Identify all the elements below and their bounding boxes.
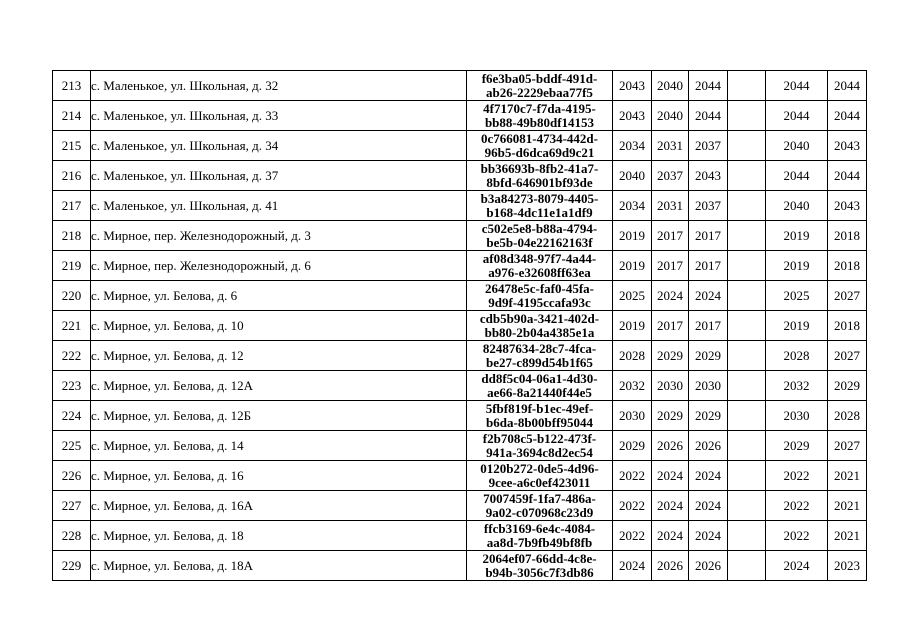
year-cell-3: 2017: [689, 251, 728, 281]
empty-cell: [728, 551, 766, 581]
guid-cell: [467, 551, 613, 581]
year-cell-1: 2025: [613, 281, 652, 311]
year-cell-3: 2029: [689, 401, 728, 431]
housing-register-table: [52, 70, 867, 581]
year-cell-1: 2043: [613, 101, 652, 131]
year-cell-3: 2024: [689, 461, 728, 491]
row-number-cell: 223: [53, 371, 91, 401]
empty-cell: [728, 491, 766, 521]
year-cell-5: 2027: [828, 431, 867, 461]
row-number-cell: 221: [53, 311, 91, 341]
year-cell-4: 2044: [766, 161, 828, 191]
table-row: [53, 101, 867, 131]
year-cell-1: 2043: [613, 71, 652, 101]
year-cell-3: 2026: [689, 551, 728, 581]
year-cell-2: 2029: [652, 401, 689, 431]
guid-cell: [467, 461, 613, 491]
empty-cell: [728, 281, 766, 311]
year-cell-2: 2040: [652, 101, 689, 131]
empty-cell: [728, 131, 766, 161]
table-row: [53, 131, 867, 161]
guid-cell: [467, 71, 613, 101]
year-cell-3: 2037: [689, 131, 728, 161]
year-cell-4: 2019: [766, 251, 828, 281]
row-number-cell: 222: [53, 341, 91, 371]
guid-line-2: 9d9f-4195ccafa93c: [488, 294, 591, 310]
row-number-cell: 226: [53, 461, 91, 491]
guid-line-2: a976-e32608ff63ea: [488, 264, 591, 280]
guid-line-2: 9a02-c070968c23d9: [485, 504, 594, 520]
guid-line-2: bb88-49b80df14153: [484, 114, 595, 130]
empty-cell: [728, 101, 766, 131]
year-cell-2: 2024: [652, 281, 689, 311]
address-cell: с. Мирное, ул. Белова, д. 16: [91, 461, 467, 491]
year-cell-2: 2040: [652, 71, 689, 101]
year-cell-4: 2040: [766, 131, 828, 161]
address-cell: с. Мирное, пер. Железнодорожный, д. 3: [91, 221, 467, 251]
year-cell-5: 2044: [828, 101, 867, 131]
row-number-cell: 213: [53, 71, 91, 101]
guid-cell: [467, 311, 613, 341]
year-cell-2: 2017: [652, 251, 689, 281]
table-row: [53, 461, 867, 491]
empty-cell: [728, 401, 766, 431]
year-cell-4: 2030: [766, 401, 828, 431]
row-number-cell: 216: [53, 161, 91, 191]
address-cell: с. Мирное, ул. Белова, д. 6: [91, 281, 467, 311]
table-row: [53, 221, 867, 251]
year-cell-5: 2018: [828, 221, 867, 251]
address-cell: с. Маленькое, ул. Школьная, д. 37: [91, 161, 467, 191]
address-cell: с. Мирное, ул. Белова, д. 16А: [91, 491, 467, 521]
year-cell-5: 2021: [828, 521, 867, 551]
guid-line-1: 0c766081-4734-442d-: [481, 130, 598, 146]
address-cell: с. Мирное, ул. Белова, д. 12: [91, 341, 467, 371]
year-cell-1: 2022: [613, 491, 652, 521]
year-cell-4: 2019: [766, 221, 828, 251]
table-row: [53, 491, 867, 521]
guid-line-2: 8bfd-646901bf93de: [486, 174, 593, 190]
guid-cell: [467, 131, 613, 161]
table-body: [53, 71, 867, 581]
year-cell-3: 2030: [689, 371, 728, 401]
guid-cell: [467, 191, 613, 221]
year-cell-1: 2022: [613, 461, 652, 491]
guid-line-1: 4f7170c7-f7da-4195-: [483, 100, 596, 116]
address-cell: с. Мирное, ул. Белова, д. 18: [91, 521, 467, 551]
year-cell-2: 2017: [652, 311, 689, 341]
year-cell-5: 2027: [828, 281, 867, 311]
table-row: [53, 311, 867, 341]
year-cell-4: 2022: [766, 491, 828, 521]
year-cell-2: 2031: [652, 191, 689, 221]
address-cell: с. Маленькое, ул. Школьная, д. 33: [91, 101, 467, 131]
year-cell-3: 2024: [689, 521, 728, 551]
year-cell-3: 2017: [689, 221, 728, 251]
year-cell-1: 2022: [613, 521, 652, 551]
row-number-cell: 229: [53, 551, 91, 581]
guid-line-1: 7007459f-1fa7-486a-: [483, 490, 596, 506]
table-row: [53, 191, 867, 221]
year-cell-5: 2044: [828, 161, 867, 191]
row-number-cell: 224: [53, 401, 91, 431]
guid-line-1: dd8f5c04-06a1-4d30-: [481, 370, 598, 386]
year-cell-1: 2019: [613, 221, 652, 251]
address-cell: с. Мирное, ул. Белова, д. 14: [91, 431, 467, 461]
year-cell-4: 2025: [766, 281, 828, 311]
empty-cell: [728, 251, 766, 281]
guid-line-2: 941a-3694c8d2ec54: [486, 444, 593, 460]
address-cell: с. Маленькое, ул. Школьная, д. 34: [91, 131, 467, 161]
year-cell-1: 2019: [613, 251, 652, 281]
year-cell-2: 2031: [652, 131, 689, 161]
guid-cell: [467, 371, 613, 401]
table-row: [53, 341, 867, 371]
year-cell-5: 2021: [828, 461, 867, 491]
year-cell-5: 2027: [828, 341, 867, 371]
year-cell-3: 2043: [689, 161, 728, 191]
guid-line-2: be27-c899d54b1f65: [486, 354, 593, 370]
year-cell-3: 2044: [689, 101, 728, 131]
guid-line-2: ab26-2229ebaa77f5: [486, 84, 593, 100]
year-cell-1: 2024: [613, 551, 652, 581]
year-cell-2: 2024: [652, 461, 689, 491]
guid-line-1: b3a84273-8079-4405-: [480, 190, 599, 206]
address-cell: с. Маленькое, ул. Школьная, д. 41: [91, 191, 467, 221]
guid-line-1: 2064ef07-66dd-4c8e-: [482, 550, 597, 566]
year-cell-2: 2037: [652, 161, 689, 191]
year-cell-2: 2017: [652, 221, 689, 251]
year-cell-1: 2034: [613, 131, 652, 161]
empty-cell: [728, 71, 766, 101]
year-cell-3: 2029: [689, 341, 728, 371]
guid-line-1: 0120b272-0de5-4d96-: [480, 460, 599, 476]
empty-cell: [728, 461, 766, 491]
guid-line-2: aa8d-7b9fb49bf8fb: [486, 534, 593, 550]
guid-line-1: 26478e5c-faf0-45fa-: [484, 280, 594, 296]
year-cell-4: 2032: [766, 371, 828, 401]
guid-line-2: b6da-8b00bff95044: [486, 414, 593, 430]
year-cell-3: 2026: [689, 431, 728, 461]
year-cell-5: 2044: [828, 71, 867, 101]
guid-line-1: cdb5b90a-3421-402d-: [479, 310, 600, 326]
empty-cell: [728, 311, 766, 341]
year-cell-5: 2018: [828, 311, 867, 341]
year-cell-5: 2028: [828, 401, 867, 431]
table-row: [53, 251, 867, 281]
year-cell-4: 2022: [766, 461, 828, 491]
guid-line-1: af08d348-97f7-4a44-: [482, 250, 597, 266]
table-row: [53, 281, 867, 311]
address-cell: с. Мирное, ул. Белова, д. 18А: [91, 551, 467, 581]
year-cell-2: 2029: [652, 341, 689, 371]
year-cell-3: 2017: [689, 311, 728, 341]
year-cell-1: 2029: [613, 431, 652, 461]
address-cell: с. Мирное, ул. Белова, д. 10: [91, 311, 467, 341]
row-number-cell: 215: [53, 131, 91, 161]
year-cell-3: 2044: [689, 71, 728, 101]
year-cell-4: 2024: [766, 551, 828, 581]
row-number-cell: 214: [53, 101, 91, 131]
year-cell-1: 2032: [613, 371, 652, 401]
row-number-cell: 219: [53, 251, 91, 281]
guid-line-2: b94b-3056c7f3db86: [485, 564, 594, 580]
guid-cell: [467, 341, 613, 371]
guid-line-2: b168-4dc11e1a1df9: [486, 204, 593, 220]
guid-line-2: bb80-2b04a4385e1a: [484, 324, 595, 340]
guid-line-1: f2b708c5-b122-473f-: [482, 430, 597, 446]
year-cell-5: 2021: [828, 491, 867, 521]
year-cell-4: 2040: [766, 191, 828, 221]
year-cell-5: 2018: [828, 251, 867, 281]
empty-cell: [728, 161, 766, 191]
guid-cell: [467, 281, 613, 311]
year-cell-1: 2040: [613, 161, 652, 191]
guid-line-1: 82487634-28c7-4fca-: [482, 340, 597, 356]
year-cell-4: 2019: [766, 311, 828, 341]
address-cell: с. Мирное, ул. Белова, д. 12Б: [91, 401, 467, 431]
guid-line-2: 9cee-a6c0ef423011: [488, 474, 591, 490]
table-row: [53, 161, 867, 191]
table-row: [53, 371, 867, 401]
empty-cell: [728, 371, 766, 401]
table-row: [53, 521, 867, 551]
guid-cell: [467, 491, 613, 521]
row-number-cell: 228: [53, 521, 91, 551]
year-cell-4: 2028: [766, 341, 828, 371]
year-cell-5: 2023: [828, 551, 867, 581]
address-cell: с. Мирное, пер. Железнодорожный, д. 6: [91, 251, 467, 281]
empty-cell: [728, 191, 766, 221]
year-cell-1: 2034: [613, 191, 652, 221]
guid-cell: [467, 161, 613, 191]
table-row: [53, 71, 867, 101]
table-row: [53, 401, 867, 431]
year-cell-2: 2026: [652, 431, 689, 461]
empty-cell: [728, 431, 766, 461]
row-number-cell: 218: [53, 221, 91, 251]
guid-line-2: 96b5-d6dca69d9c21: [484, 144, 595, 160]
year-cell-2: 2030: [652, 371, 689, 401]
row-number-cell: 225: [53, 431, 91, 461]
guid-cell: [467, 101, 613, 131]
guid-cell: [467, 221, 613, 251]
guid-line-1: f6e3ba05-bddf-491d-: [481, 70, 598, 86]
year-cell-4: 2044: [766, 71, 828, 101]
row-number-cell: 217: [53, 191, 91, 221]
guid-cell: [467, 251, 613, 281]
guid-line-1: 5fbf819f-b1ec-49ef-: [485, 400, 594, 416]
address-cell: с. Мирное, ул. Белова, д. 12А: [91, 371, 467, 401]
year-cell-2: 2024: [652, 521, 689, 551]
year-cell-2: 2024: [652, 491, 689, 521]
guid-line-1: c502e5e8-b88a-4794-: [481, 220, 598, 236]
year-cell-1: 2028: [613, 341, 652, 371]
empty-cell: [728, 341, 766, 371]
year-cell-5: 2043: [828, 131, 867, 161]
row-number-cell: 220: [53, 281, 91, 311]
guid-line-2: ae66-8a21440f44e5: [487, 384, 592, 400]
guid-cell: [467, 401, 613, 431]
year-cell-4: 2044: [766, 101, 828, 131]
table-row: [53, 551, 867, 581]
year-cell-2: 2026: [652, 551, 689, 581]
table-row: [53, 431, 867, 461]
year-cell-4: 2022: [766, 521, 828, 551]
guid-cell: [467, 521, 613, 551]
year-cell-3: 2024: [689, 281, 728, 311]
empty-cell: [728, 521, 766, 551]
guid-cell: [467, 431, 613, 461]
year-cell-1: 2019: [613, 311, 652, 341]
year-cell-4: 2029: [766, 431, 828, 461]
guid-line-2: be5b-04e22162163f: [486, 234, 593, 250]
year-cell-5: 2029: [828, 371, 867, 401]
year-cell-5: 2043: [828, 191, 867, 221]
year-cell-3: 2024: [689, 491, 728, 521]
year-cell-1: 2030: [613, 401, 652, 431]
empty-cell: [728, 221, 766, 251]
year-cell-3: 2037: [689, 191, 728, 221]
row-number-cell: 227: [53, 491, 91, 521]
guid-line-1: bb36693b-8fb2-41a7-: [480, 160, 599, 176]
address-cell: с. Маленькое, ул. Школьная, д. 32: [91, 71, 467, 101]
guid-line-1: ffcb3169-6e4c-4084-: [483, 520, 596, 536]
